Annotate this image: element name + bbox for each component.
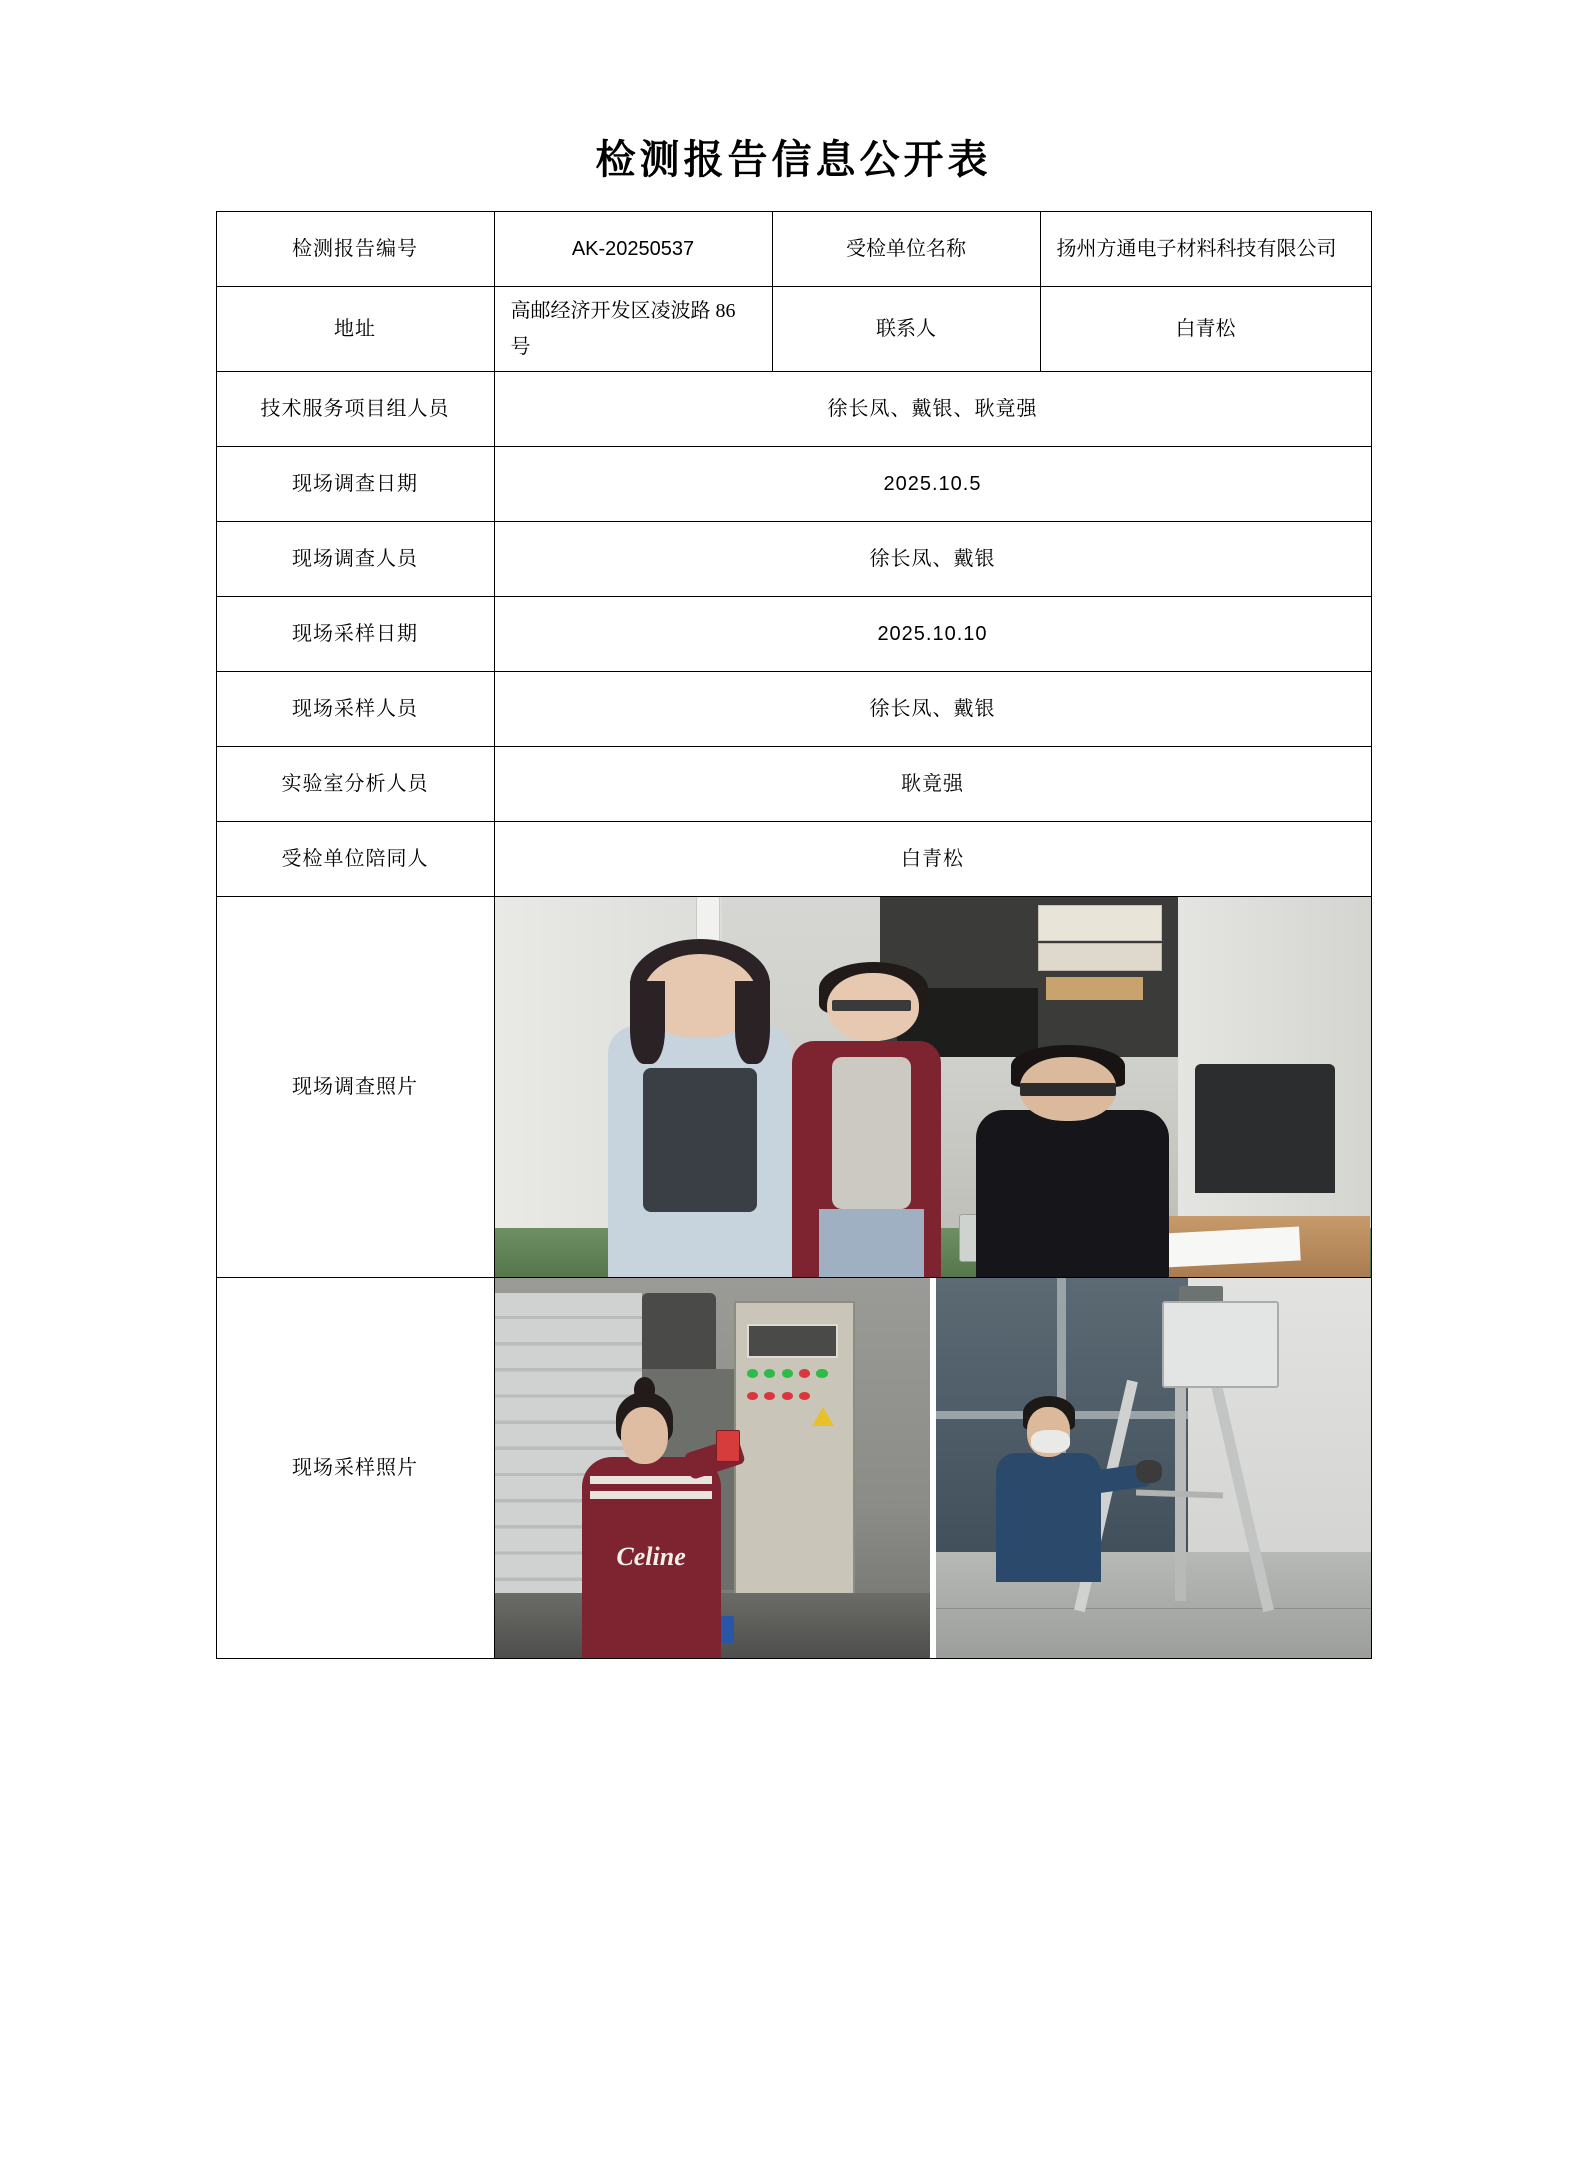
photo-duct (642, 1293, 716, 1377)
row-label-survey-photos: 现场调查照片 (216, 897, 494, 1278)
row-label-team: 技术服务项目组人员 (216, 372, 494, 447)
row-value-contact: 白青松 (1040, 287, 1371, 372)
row-label-contact: 联系人 (772, 287, 1040, 372)
photo-person-a-vest (643, 1068, 757, 1212)
photo-jacket-stripe (590, 1491, 712, 1499)
survey-photo-group (495, 897, 1371, 1277)
photo-indicator-lamp (764, 1369, 775, 1377)
row-label-company: 受检单位名称 (772, 212, 1040, 287)
row-label-address: 地址 (216, 287, 494, 372)
photo-worker-glove (1136, 1460, 1162, 1483)
table-row (216, 372, 1371, 447)
photo-person-a-hair-right (735, 981, 770, 1065)
row-label-report-no: 检测报告编号 (216, 212, 494, 287)
table-row (216, 597, 1371, 672)
row-value-survey-staff: 徐长凤、戴银 (494, 522, 1371, 597)
row-value-report-no: AK-20250537 (494, 212, 772, 287)
row-value-lab-analyst: 耿竟强 (494, 747, 1371, 822)
photo-sampling-tripod (936, 1278, 1371, 1658)
photo-ground-line (936, 1608, 1371, 1609)
photo-panel-display (747, 1324, 838, 1358)
row-label-sampling-staff: 现场采样人员 (216, 672, 494, 747)
photo-worker-head (621, 1407, 669, 1464)
photo-person-a-hair-left (630, 981, 665, 1065)
photo-air-sampler (1162, 1301, 1279, 1389)
row-label-escort: 受检单位陪同人 (216, 822, 494, 897)
row-value-sampling-staff: 徐长凤、戴银 (494, 672, 1371, 747)
page-title: 检测报告信息公开表 (595, 137, 992, 182)
photo-indicator-lamp (799, 1369, 810, 1377)
photo-indicator-lamp (747, 1369, 758, 1377)
row-label-sampling-date: 现场采样日期 (216, 597, 494, 672)
photo-carton-3 (1046, 977, 1142, 1000)
warning-triangle-icon (812, 1407, 834, 1426)
row-label-survey-date: 现场调查日期 (216, 447, 494, 522)
row-label-lab-analyst: 实验室分析人员 (216, 747, 494, 822)
table-row-photos-survey (216, 897, 1371, 1278)
row-value-sampling-date: 2025.10.10 (494, 597, 1371, 672)
table-row (216, 522, 1371, 597)
table-row (216, 447, 1371, 522)
photo-indicator-lamp (782, 1369, 793, 1377)
photo-person-c-glasses (1020, 1083, 1116, 1096)
photo-person-b-glasses (832, 1000, 911, 1011)
photo-sampling-control-panel (495, 1278, 930, 1658)
table-row (216, 747, 1371, 822)
photo-office-chair (1195, 1064, 1335, 1193)
table-row (216, 822, 1371, 897)
photo-jacket-text: Celine (616, 1542, 686, 1571)
row-label-sampling-photos: 现场采样照片 (216, 1278, 494, 1659)
photo-worker-mask (1031, 1430, 1070, 1453)
table-row-photos-sampling (216, 1278, 1371, 1659)
row-label-survey-staff: 现场调查人员 (216, 522, 494, 597)
report-info-table (216, 211, 1372, 1659)
photo-person-b-jeans (819, 1209, 924, 1277)
row-value-company: 扬州方通电子材料科技有限公司 (1040, 212, 1371, 287)
table-row (216, 212, 1371, 287)
row-value-team: 徐长凤、戴银、耿竟强 (494, 372, 1371, 447)
photo-indicator-lamp (816, 1369, 827, 1377)
table-row (216, 672, 1371, 747)
photo-handheld-meter (716, 1430, 740, 1462)
table-row (216, 287, 1371, 372)
photo-carton-1 (1038, 905, 1163, 941)
document-page (0, 128, 1587, 2179)
sampling-photo-cell (494, 1278, 1371, 1659)
survey-photo-cell (494, 897, 1371, 1278)
row-value-survey-date: 2025.10.5 (494, 447, 1371, 522)
photo-carton-2 (1038, 943, 1163, 972)
photo-person-b-inner-top (832, 1057, 911, 1209)
photo-person-c-body (976, 1110, 1169, 1277)
photo-survey-scene (495, 897, 1371, 1277)
row-value-address: 高邮经济开发区凌波路 86 号 (494, 287, 772, 372)
row-value-escort: 白青松 (494, 822, 1371, 897)
sampling-photo-group (495, 1278, 1371, 1658)
